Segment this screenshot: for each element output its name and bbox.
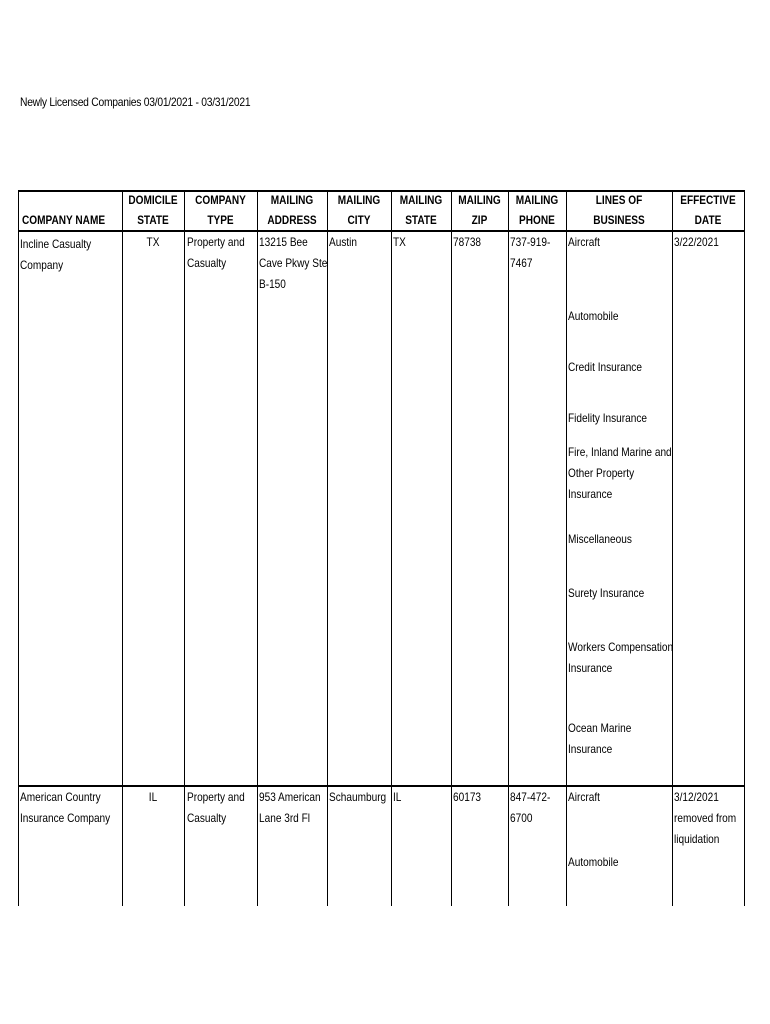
row1-line-of-business: Aircraft xyxy=(568,235,600,249)
row1-line-of-business: Surety Insurance xyxy=(568,586,645,600)
column-divider xyxy=(184,190,185,906)
row2-line-of-business: Aircraft xyxy=(568,790,600,804)
row2-company-type: Property and Casualty xyxy=(187,790,245,825)
header-lines-of-business: LINES OF BUSINESS xyxy=(593,193,645,227)
row1-mailing-zip: 78738 xyxy=(453,235,482,249)
row1-line-of-business: Fidelity Insurance xyxy=(568,411,647,425)
row1-effective-date: 3/22/2021 xyxy=(674,235,719,249)
row1-line-of-business: Ocean Marine Insurance xyxy=(568,721,632,756)
row1-line-of-business: Workers Compensation Insurance xyxy=(568,640,674,675)
table-border-right xyxy=(744,190,745,906)
row1-company-type: Property and Casualty xyxy=(187,235,245,270)
header-company-name: COMPANY NAME xyxy=(22,213,106,227)
row2-mailing-phone: 847-472- 6700 xyxy=(510,790,551,825)
column-divider xyxy=(508,190,509,906)
header-company-type: COMPANY TYPE xyxy=(195,193,246,227)
column-divider xyxy=(451,190,452,906)
row2-mailing-state: IL xyxy=(393,790,402,804)
row2-mailing-zip: 60173 xyxy=(453,790,482,804)
column-divider xyxy=(122,190,123,906)
row1-line-of-business: Fire, Inland Marine and Other Property Insurance xyxy=(568,445,672,501)
column-divider xyxy=(257,190,258,906)
row1-line-of-business: Miscellaneous xyxy=(568,532,632,546)
row2-mailing-city: Schaumburg xyxy=(329,790,387,804)
row1-mailing-phone: 737-919- 7467 xyxy=(510,235,551,270)
row1-mailing-address: 13215 Bee Cave Pkwy Ste B-150 xyxy=(259,235,328,291)
header-domicile-state: DOMICILE STATE xyxy=(128,193,178,227)
row1-line-of-business: Credit Insurance xyxy=(568,360,642,374)
licensed-companies-table xyxy=(18,190,745,906)
row1-domicile-state: TX xyxy=(146,235,160,249)
row2-effective-date: 3/12/2021 removed from liquidation xyxy=(674,790,737,846)
table-border-left xyxy=(18,190,19,906)
header-mailing-phone: MAILING PHONE xyxy=(515,193,559,227)
row2-line-of-business: Automobile xyxy=(568,855,619,869)
header-mailing-zip: MAILING ZIP xyxy=(458,193,501,227)
column-divider xyxy=(566,190,567,906)
row1-mailing-state: TX xyxy=(393,235,406,249)
row1-company-name: Incline Casualty Company xyxy=(20,237,92,272)
page-title: Newly Licensed Companies 03/01/2021 - 03/31/2021 xyxy=(20,95,251,109)
row1-line-of-business: Automobile xyxy=(568,309,619,323)
header-mailing-state: MAILING STATE xyxy=(399,193,443,227)
row2-domicile-state: IL xyxy=(148,790,158,804)
row1-mailing-city: Austin xyxy=(329,235,358,249)
header-mailing-city: MAILING CITY xyxy=(337,193,381,227)
row2-mailing-address: 953 American Lane 3rd Fl xyxy=(259,790,321,825)
header-mailing-address: MAILING ADDRESS xyxy=(267,193,317,227)
row2-company-name: American Country Insurance Company xyxy=(20,790,111,825)
header-effective-date: EFFECTIVE DATE xyxy=(680,193,736,227)
